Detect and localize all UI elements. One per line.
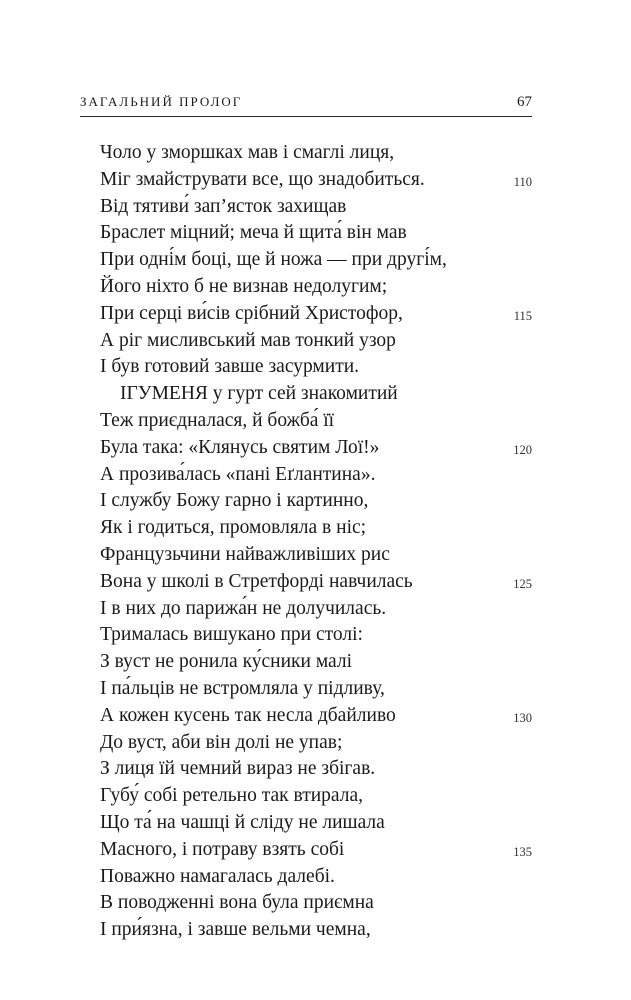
verse-text: Від тятиви́ зап’ясток захищав (100, 195, 347, 217)
verse-line (100, 220, 532, 247)
verse-text: Теж приєдналася, й божба́ її (100, 409, 335, 431)
running-head (80, 94, 532, 114)
verse-text: При одні́м боці, ще й ножа — при другі́м, (100, 249, 447, 271)
verse-text: При серці ви́сів срібний Христофор, (100, 302, 403, 324)
verse-line (100, 730, 532, 757)
verse-line (100, 515, 532, 542)
verse-text: І в них до парижа́н не долучилась. (100, 597, 387, 619)
verse-line (100, 354, 532, 381)
line-number: 115 (513, 308, 532, 323)
verse-line (100, 542, 532, 569)
verse-text: Трималась вишукано при столі: (100, 624, 363, 646)
verse-line (100, 140, 532, 167)
running-title: ЗАГАЛЬНИЙ ПРОЛОГ (80, 94, 243, 109)
verse-text: Французьчини найважливіших рис (100, 543, 390, 565)
verse-text: В поводженні вона була приємна (100, 892, 374, 914)
verse-text: З вуст не ронила ку́сники малі (100, 651, 353, 673)
verse-line (100, 435, 532, 462)
verse-text: Була така: «Клянусь святим Лої!» (100, 436, 380, 458)
poem-body (100, 140, 532, 944)
verse-line (100, 756, 532, 783)
verse-line (100, 783, 532, 810)
verse-text: Масного, і потраву взять собі (100, 838, 345, 860)
verse-line (100, 274, 532, 301)
verse-line (100, 837, 532, 864)
verse-line (100, 247, 532, 274)
verse-text: Чоло у зморшках мав і смаглі лиця, (100, 142, 395, 163)
line-number: 130 (513, 710, 532, 725)
page-number: 67 (517, 94, 532, 110)
verse-line (100, 408, 532, 435)
verse-text: Вона у школі в Стретфорді навчилась (100, 570, 413, 592)
verse-line (100, 703, 532, 730)
verse-text: ІГУМЕНЯ у гурт сей знакомитий (120, 383, 398, 405)
verse-text: Його ніхто б не визнав недолугим; (100, 275, 388, 297)
verse-line (100, 917, 532, 944)
verse-text: Міг змайструвати все, що знадобиться. (100, 168, 425, 190)
verse-line (100, 301, 532, 328)
verse-text: Як і годиться, промовляла в ніс; (100, 517, 367, 539)
line-number: 110 (513, 174, 532, 189)
line-number: 135 (513, 844, 532, 859)
verse-line (100, 167, 532, 194)
verse-text: Браслет міцний; меча й щита́ він мав (100, 222, 407, 244)
verse-text: І па́льців не встромляла у підливу, (100, 677, 385, 699)
verse-text: Губу́ собі ретельно так втирала, (100, 785, 363, 807)
line-number: 125 (513, 576, 532, 591)
verse-line (100, 810, 532, 837)
verse-text: Що та́ на чашці й сліду не лишала (100, 811, 385, 833)
verse-line (100, 569, 532, 596)
verse-line (100, 381, 532, 408)
verse-line (100, 864, 532, 891)
verse-text: А ріг мисливський мав тонкий узор (100, 329, 396, 351)
verse-line (100, 328, 532, 355)
verse-text: А прозива́лась «пані Еґлантина». (100, 463, 376, 485)
verse-line (100, 596, 532, 623)
verse-text: І службу Божу гарно і картинно, (100, 490, 369, 512)
verse-line (100, 462, 532, 489)
verse-line (100, 488, 532, 515)
verse-text: Поважно намагалась далебі. (100, 865, 335, 887)
header-rule (80, 116, 532, 117)
verse-text: І був готовий завше засурмити. (100, 356, 360, 378)
verse-text: І при́язна, і завше вельми чемна, (100, 919, 371, 941)
verse-line (100, 676, 532, 703)
verse-line (100, 194, 532, 221)
verse-line (100, 890, 532, 917)
verse-text: З лиця їй чемний вираз не збігав. (100, 758, 376, 780)
verse-text: А кожен кусень так несла дбайливо (100, 704, 396, 726)
verse-line (100, 622, 532, 649)
line-number: 120 (513, 442, 532, 457)
verse-text: До вуст, аби він долі не упав; (100, 731, 343, 753)
verse-line (100, 649, 532, 676)
